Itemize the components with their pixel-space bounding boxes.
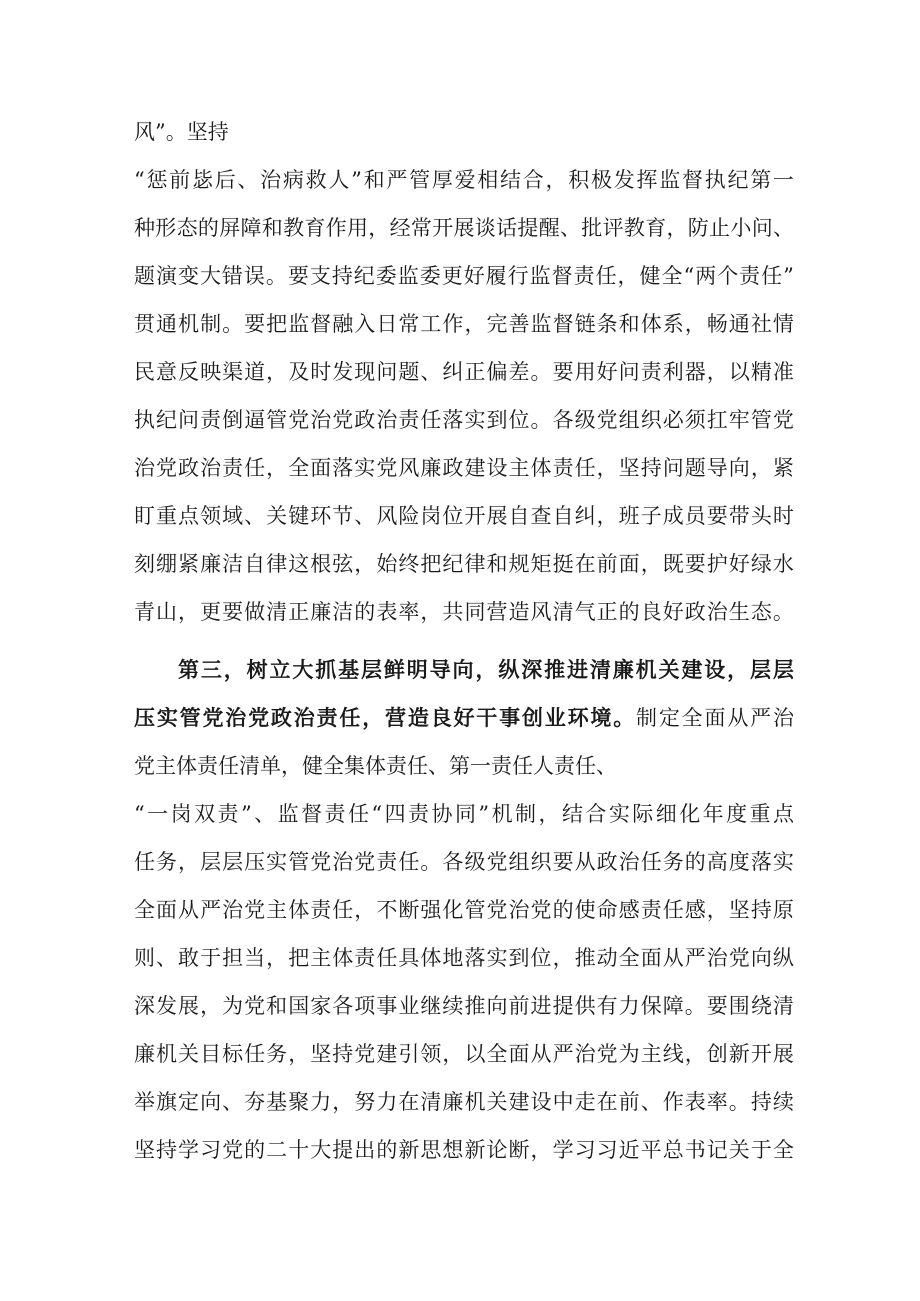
text-line: 治党政治责任，全面落实党风廉政建设主体责任，坚持问题导向，紧: [134, 456, 795, 480]
text-line: 种形态的屏障和教育作用，经常开展谈话提醒、批评教育，防止小问、: [134, 216, 795, 240]
paragraph-1: [134, 108, 794, 636]
text-line: 党主体责任清单，健全集体责任、第一责任人责任、: [134, 754, 617, 778]
text-line: [134, 646, 794, 694]
text-line: 执纪问责倒逼管党治党政治责任落实到位。各级党组织必须扛牢管党: [134, 408, 795, 432]
text-line: 民意反映渠道，及时发现问题、纠正偏差。要用好问责利器，以精准: [134, 360, 795, 384]
text-line: 风”。坚持: [134, 120, 229, 144]
text-line: 廉机关目标任务，坚持党建引领，以全面从严治党为主线，创新开展: [134, 1042, 795, 1066]
heading-text: 压实管党治党政治责任，营造良好干事创业环境。: [134, 705, 637, 730]
paragraph-2: [134, 646, 797, 1174]
heading-text: 第三，树立大抓基层鲜明导向，纵深推进清廉机关建设，层层: [178, 657, 796, 682]
text-line: 青山，更要做清正廉洁的表率，共同营造风清气正的良好政治生态。: [134, 600, 795, 624]
text-line: 压实管党治党政治责任，营造良好干事创业环境。制定全面从严治: [134, 705, 796, 730]
text-line: 深发展，为党和国家各项事业继续推向前进提供有力保障。要围绕清: [134, 994, 795, 1018]
text-line: 刻绷紧廉洁自律这根弦，始终把纪律和规矩挺在前面，既要护好绿水: [134, 552, 795, 576]
text-line: 贯通机制。要把监督融入日常工作，完善监督链条和体系，畅通社情: [134, 312, 795, 336]
text-line: 坚持学习党的二十大提出的新思想新论断，学习习近平总书记关于全: [134, 1138, 795, 1162]
text-line: “惩前毖后、治病救人”和严管厚爱相结合，积极发挥监督执纪第一: [134, 168, 796, 192]
text-line: 任务，层层压实管党治党责任。各级党组织要从政治任务的高度落实: [134, 850, 795, 874]
text-line: 盯重点领域、关键环节、风险岗位开展自查自纠，班子成员要带头时: [134, 504, 795, 528]
text-line: 举旗定向、夯基聚力，努力在清廉机关建设中走在前、作表率。持续: [134, 1090, 795, 1114]
text-line: 则、敢于担当，把主体责任具体地落实到位，推动全面从严治党向纵: [134, 946, 795, 970]
text-line: 全面从严治党主体责任，不断强化管党治党的使命感责任感，坚持原: [134, 898, 795, 922]
text-line: “一岗双责”、监督责任“四责协同”机制，结合实际细化年度重点: [134, 802, 797, 826]
text-line: 题演变大错误。要支持纪委监委更好履行监督责任，健全“两个责任”: [134, 264, 795, 288]
